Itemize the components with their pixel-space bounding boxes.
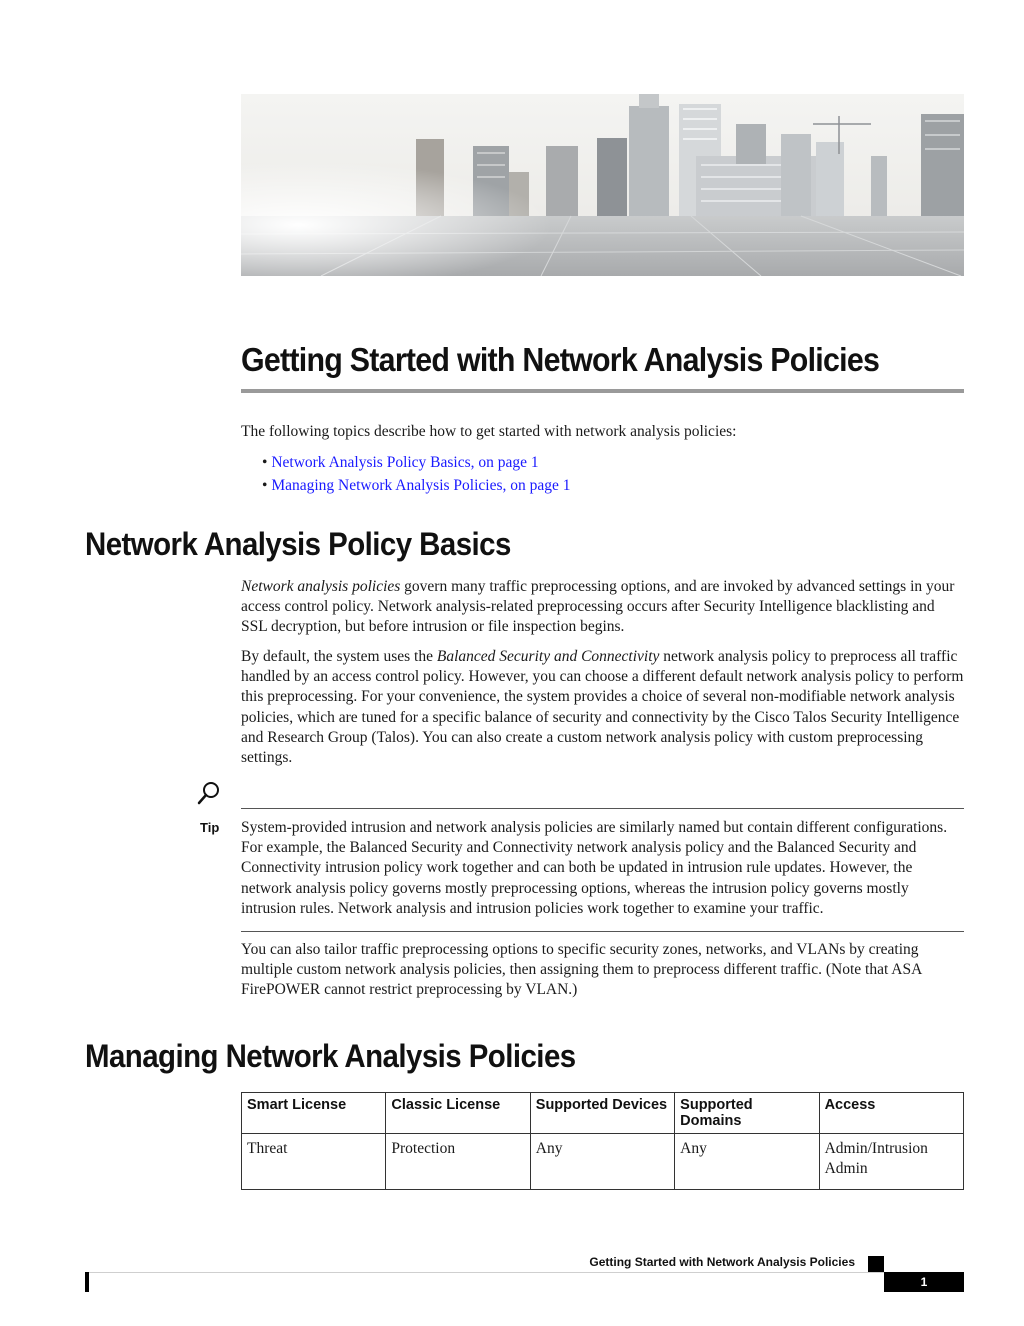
section-title-basics: Network Analysis Policy Basics	[85, 526, 511, 562]
policy-name-emphasis: Balanced Security and Connectivity	[436, 648, 660, 665]
footer-chapter-title: Getting Started with Network Analysis Policies	[589, 1255, 855, 1269]
footer-rule	[85, 1272, 885, 1273]
cell-classic-license: Protection	[386, 1134, 530, 1190]
header-access: Access	[819, 1093, 963, 1134]
basics-paragraph-2	[241, 647, 964, 768]
tip-rule-bottom	[241, 931, 964, 932]
toc-item	[262, 474, 962, 497]
page-number: 1	[884, 1272, 964, 1292]
toc-link-basics[interactable]: Network Analysis Policy Basics, on page 1	[271, 454, 539, 471]
chapter-title-rule	[241, 389, 964, 393]
basics-paragraph-3: You can also tailor traffic preprocessing options to specific security zones, networks, and VLANs by creating multiple custom network analysis policies, then assigning them to preprocess different traffic. (Note that ASA FirePOWER cannot restrict preprocessing by VLAN.)	[241, 941, 922, 999]
basics-paragraph-1	[241, 577, 964, 638]
tip-label: Tip	[200, 820, 220, 835]
toc-link-managing[interactable]: Managing Network Analysis Policies, on page 1	[271, 477, 571, 494]
cell-smart-license: Threat	[242, 1134, 386, 1190]
banner-image	[241, 94, 964, 276]
intro-text: The following topics describe how to get started with network analysis policies:	[241, 423, 737, 440]
header-smart-license: Smart License	[242, 1093, 386, 1134]
section-title-managing: Managing Network Analysis Policies	[85, 1038, 576, 1074]
table-row	[242, 1134, 964, 1190]
toc-list	[262, 451, 962, 497]
city-skyline-image	[241, 94, 964, 276]
cell-supported-domains: Any	[675, 1134, 819, 1190]
toc-bullet: •	[262, 477, 268, 494]
cell-access: Admin/Intrusion Admin	[819, 1134, 963, 1190]
header-supported-devices: Supported Devices	[530, 1093, 674, 1134]
toc-item	[262, 451, 962, 474]
term-emphasis: Network analysis policies	[241, 578, 401, 595]
paragraph-text: govern many traffic preprocessing options, and are invoked by advanced settings in your access control policy. Network analysis-related preprocessing occurs after Security Intelligence blacklisting and SSL decryption, but before intrusion or file inspection begins.	[241, 578, 955, 636]
chapter-title: Getting Started with Network Analysis Policies	[241, 341, 880, 378]
footer-left-bar	[85, 1272, 89, 1292]
paragraph-text: network analysis policy to preprocess all traffic handled by an access control policy. However, you can choose a different default network analysis policy to perform this preprocessing. For your convenience, the system provides a choice of several non-modifiable network analysis policies, which are tuned for a specific balance of security and connectivity by the Cisco Talos Security Intelligence and Research Group (Talos). You can also create a custom network analysis policy with custom preprocessing settings.	[241, 648, 964, 767]
tip-text: System-provided intrusion and network analysis policies are similarly named but contain different configurations. For example, the Balanced Security and Connectivity network analysis policy and the Balanced Security and Connectivity intrusion policy work together and can both be updated in intrusion rule updates. However, the network analysis policy governs mostly preprocessing options, whereas the intrusion policy governs mostly intrusion rules. Network analysis and intrusion policies work together to examine your traffic.	[241, 819, 948, 917]
toc-bullet: •	[262, 454, 268, 471]
magnifier-icon	[196, 780, 222, 806]
tip-rule-top	[241, 808, 964, 809]
table-header-row	[242, 1093, 964, 1134]
footer-marker	[868, 1256, 884, 1272]
paragraph-text: By default, the system uses the	[241, 648, 437, 665]
header-supported-domains: Supported Domains	[675, 1093, 819, 1134]
cell-supported-devices: Any	[530, 1134, 674, 1190]
header-classic-license: Classic License	[386, 1093, 530, 1134]
license-table	[241, 1092, 964, 1190]
